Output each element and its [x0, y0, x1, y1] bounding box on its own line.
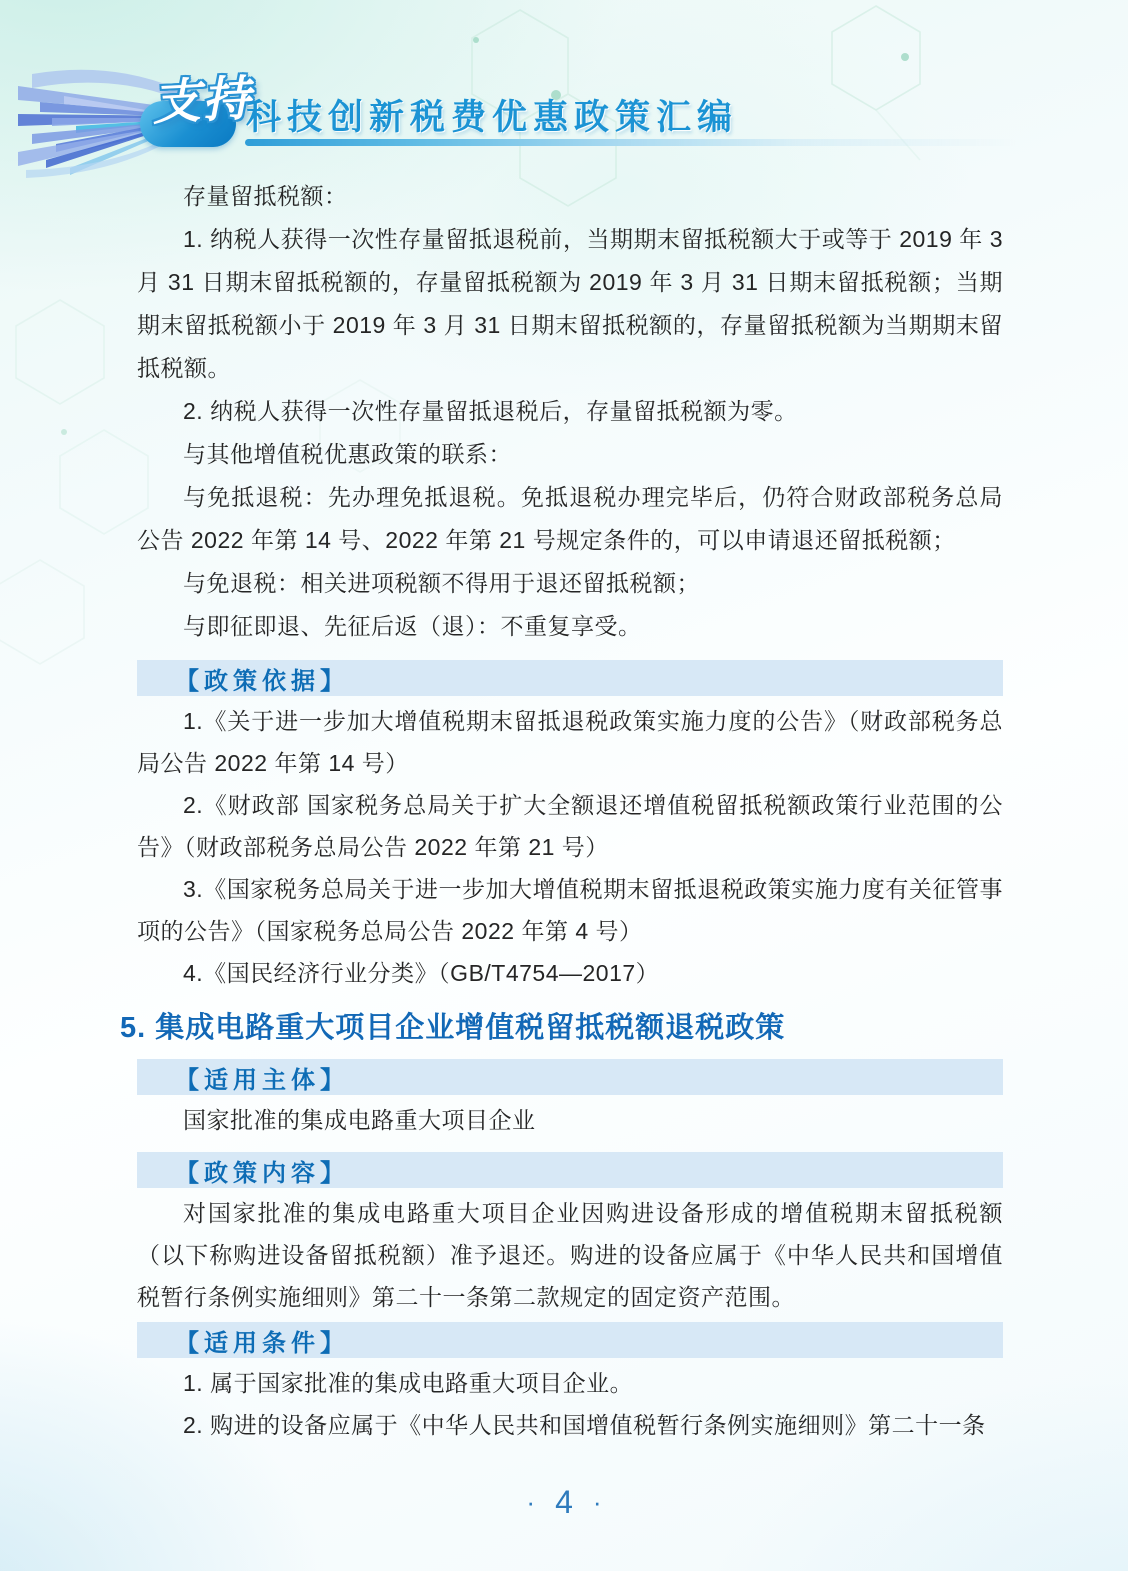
paragraph-2: 2. 纳税人获得一次性存量留抵退税后，存量留抵税额为零。: [183, 398, 798, 424]
paragraph-6: 与即征即退、先征后返（退）：不重复享受。: [183, 613, 642, 639]
applicable-subject-text: 国家批准的集成电路重大项目企业: [183, 1107, 536, 1133]
policy-basis-item: 4.《国民经济行业分类》（GB/T4754—2017）: [183, 960, 660, 986]
condition-item: 2. 购进的设备应属于《中华人民共和国增值税暂行条例实施细则》第二十一条: [183, 1412, 986, 1438]
document-title: 科技创新税费优惠政策汇编: [246, 98, 739, 137]
title-underline-decoration: [245, 139, 1017, 146]
paragraph-3: 与其他增值税优惠政策的联系：: [183, 441, 512, 467]
section-bar-applicable-subject: [137, 1059, 1003, 1095]
policy-content-text: 对国家批准的集成电路重大项目企业因购进设备形成的增值税期末留抵税额（以下称购进设备留抵税额）准予退还。购进的设备应属于《中华人民共和国增值税暂行条例实施细则》第二十一条第二款规定的固定资产范围。: [137, 1200, 1003, 1310]
page-footer: [0, 1482, 1128, 1522]
section-bar-policy-content: [137, 1152, 1003, 1188]
footer-right-dot: ·: [592, 1487, 602, 1517]
content-column: [120, 175, 1003, 1446]
condition-item: 1. 属于国家批准的集成电路重大项目企业。: [183, 1370, 634, 1396]
paragraph-5: 与免退税：相关进项税额不得用于退还留抵税额；: [183, 570, 700, 596]
paragraph-intro: 存量留抵税额：: [183, 183, 348, 209]
footer-left-dot: ·: [526, 1487, 536, 1517]
section-label-applicable-conditions: 【适用条件】: [175, 1329, 349, 1357]
policy-basis-item: 1.《关于进一步加大增值税期末留抵退税政策实施力度的公告》（财政部税务总局公告 2022 年第 14 号）: [137, 708, 1003, 776]
section-bar-policy-basis: [137, 660, 1003, 696]
section-label-policy-content: 【政策内容】: [175, 1159, 349, 1187]
section-label-policy-basis: 【政策依据】: [175, 667, 349, 695]
page-number: 4: [555, 1484, 573, 1520]
paragraph-1: 1. 纳税人获得一次性存量留抵退税前，当期期末留抵税额大于或等于 2019 年 3 月 31 日期末留抵税额的，存量留抵税额为 2019 年 3 月 31 日期末留抵税额；当期期末留抵税额小于 2019 年 3 月 31 日期末留抵税额的，存量留抵税额为当期期末留抵税额。: [137, 226, 1003, 381]
section-bar-applicable-conditions: [137, 1322, 1003, 1358]
policy-basis-item: 2.《财政部 国家税务总局关于扩大全额退还增值税留抵税额政策行业范围的公告》（财政部税务总局公告 2022 年第 21 号）: [137, 792, 1003, 860]
zhichi-badge-text: 支持: [150, 72, 254, 131]
paragraph-4: 与免抵退税：先办理免抵退税。免抵退税办理完毕后，仍符合财政部税务总局公告 2022 年第 14 号、2022 年第 21 号规定条件的，可以申请退还留抵税额；: [137, 484, 1003, 553]
policy-basis-item: 3.《国家税务总局关于进一步加大增值税期末留抵退税政策实施力度有关征管事项的公告》（国家税务总局公告 2022 年第 4 号）: [137, 876, 1003, 944]
section5-heading: 5. 集成电路重大项目企业增值税留抵税额退税政策: [120, 1012, 786, 1044]
section-label-applicable-subject: 【适用主体】: [175, 1066, 349, 1094]
